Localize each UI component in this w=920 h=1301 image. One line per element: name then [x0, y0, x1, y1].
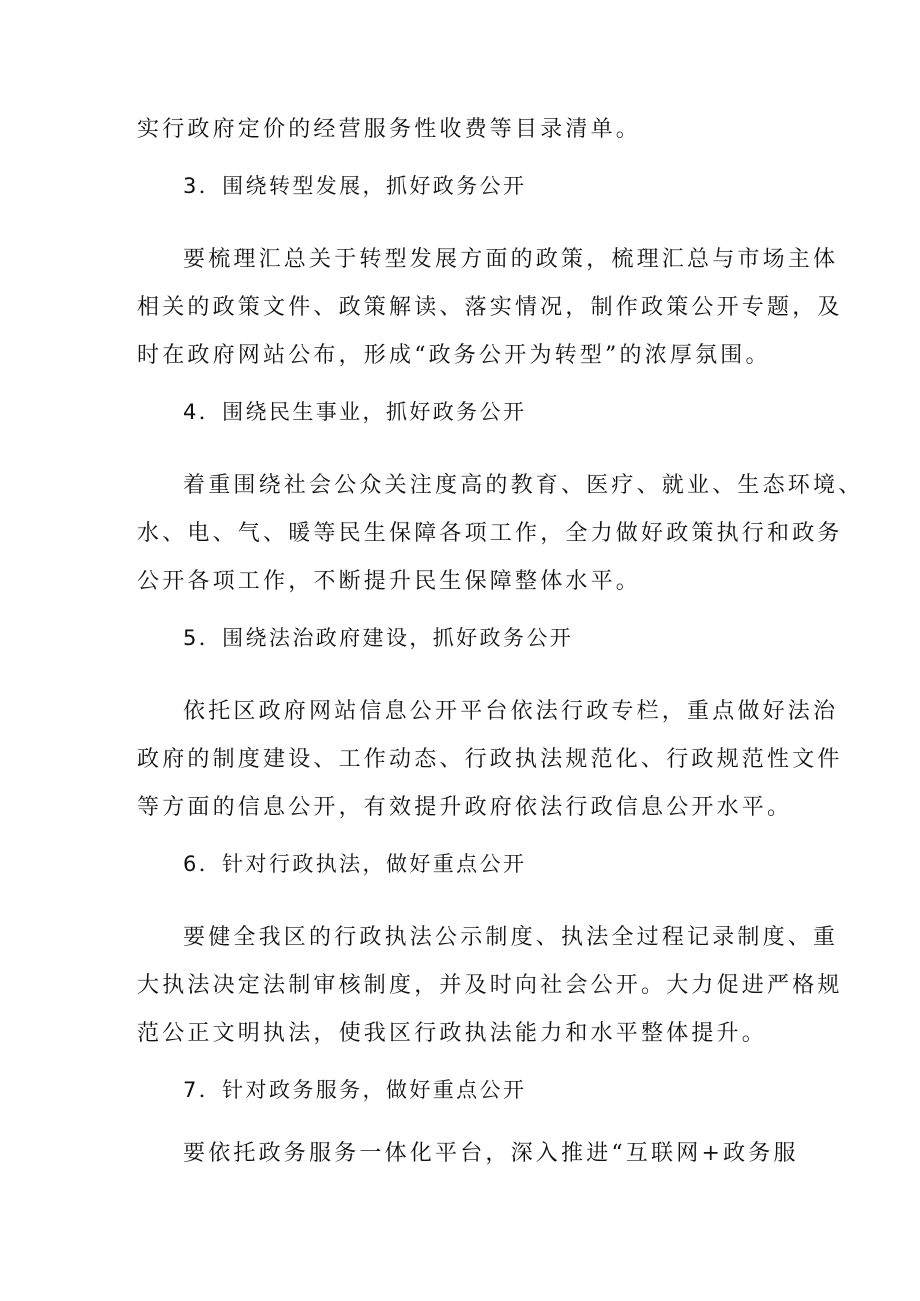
paragraph-line: 要健全我区的行政执法公示制度、执法全过程记录制度、重	[183, 925, 839, 950]
paragraph-line: 公开各项工作，不断提升民生保障整体水平。	[137, 569, 642, 594]
continuation-line: 实行政府定价的经营服务性收费等目录清单。	[137, 117, 642, 142]
paragraph-line: 依托区政府网站信息公开平台依法行政专栏，重点做好法治	[183, 699, 839, 724]
paragraph-line: 等方面的信息公开，有效提升政府依法行政信息公开水平。	[137, 795, 793, 820]
paragraph-line: 政府的制度建设、工作动态、行政执法规范化、行政规范性文件	[137, 747, 843, 772]
paragraph-line: 相关的政策文件、政策解读、落实情况，制作政策公开专题，及	[137, 295, 843, 320]
section-heading: 4．围绕民生事业，抓好政务公开	[183, 400, 527, 424]
paragraph-line: 要梳理汇总关于转型发展方面的政策，梳理汇总与市场主体	[183, 247, 839, 272]
section-heading: 5．围绕法治政府建设，抓好政务公开	[183, 626, 574, 650]
section-heading: 7．针对政务服务，做好重点公开	[183, 1078, 527, 1102]
section-heading: 3．围绕转型发展，抓好政务公开	[183, 174, 527, 198]
paragraph-line: 大执法决定法制审核制度，并及时向社会公开。大力促进严格规	[137, 973, 843, 998]
paragraph-line: 时在政府网站公布，形成“政务公开为转型”的浓厚氛围。	[137, 343, 771, 368]
paragraph-line: 要依托政务服务一体化平台，深入推进“互联网+政务服	[183, 1141, 799, 1166]
paragraph-line: 范公正文明执法，使我区行政执法能力和水平整体提升。	[137, 1021, 768, 1046]
paragraph-line: 水、电、气、暖等民生保障各项工作，全力做好政策执行和政务	[137, 521, 843, 546]
section-heading: 6．针对行政执法，做好重点公开	[183, 852, 527, 876]
paragraph-line: 着重围绕社会公众关注度高的教育、医疗、就业、生态环境、	[183, 473, 864, 498]
